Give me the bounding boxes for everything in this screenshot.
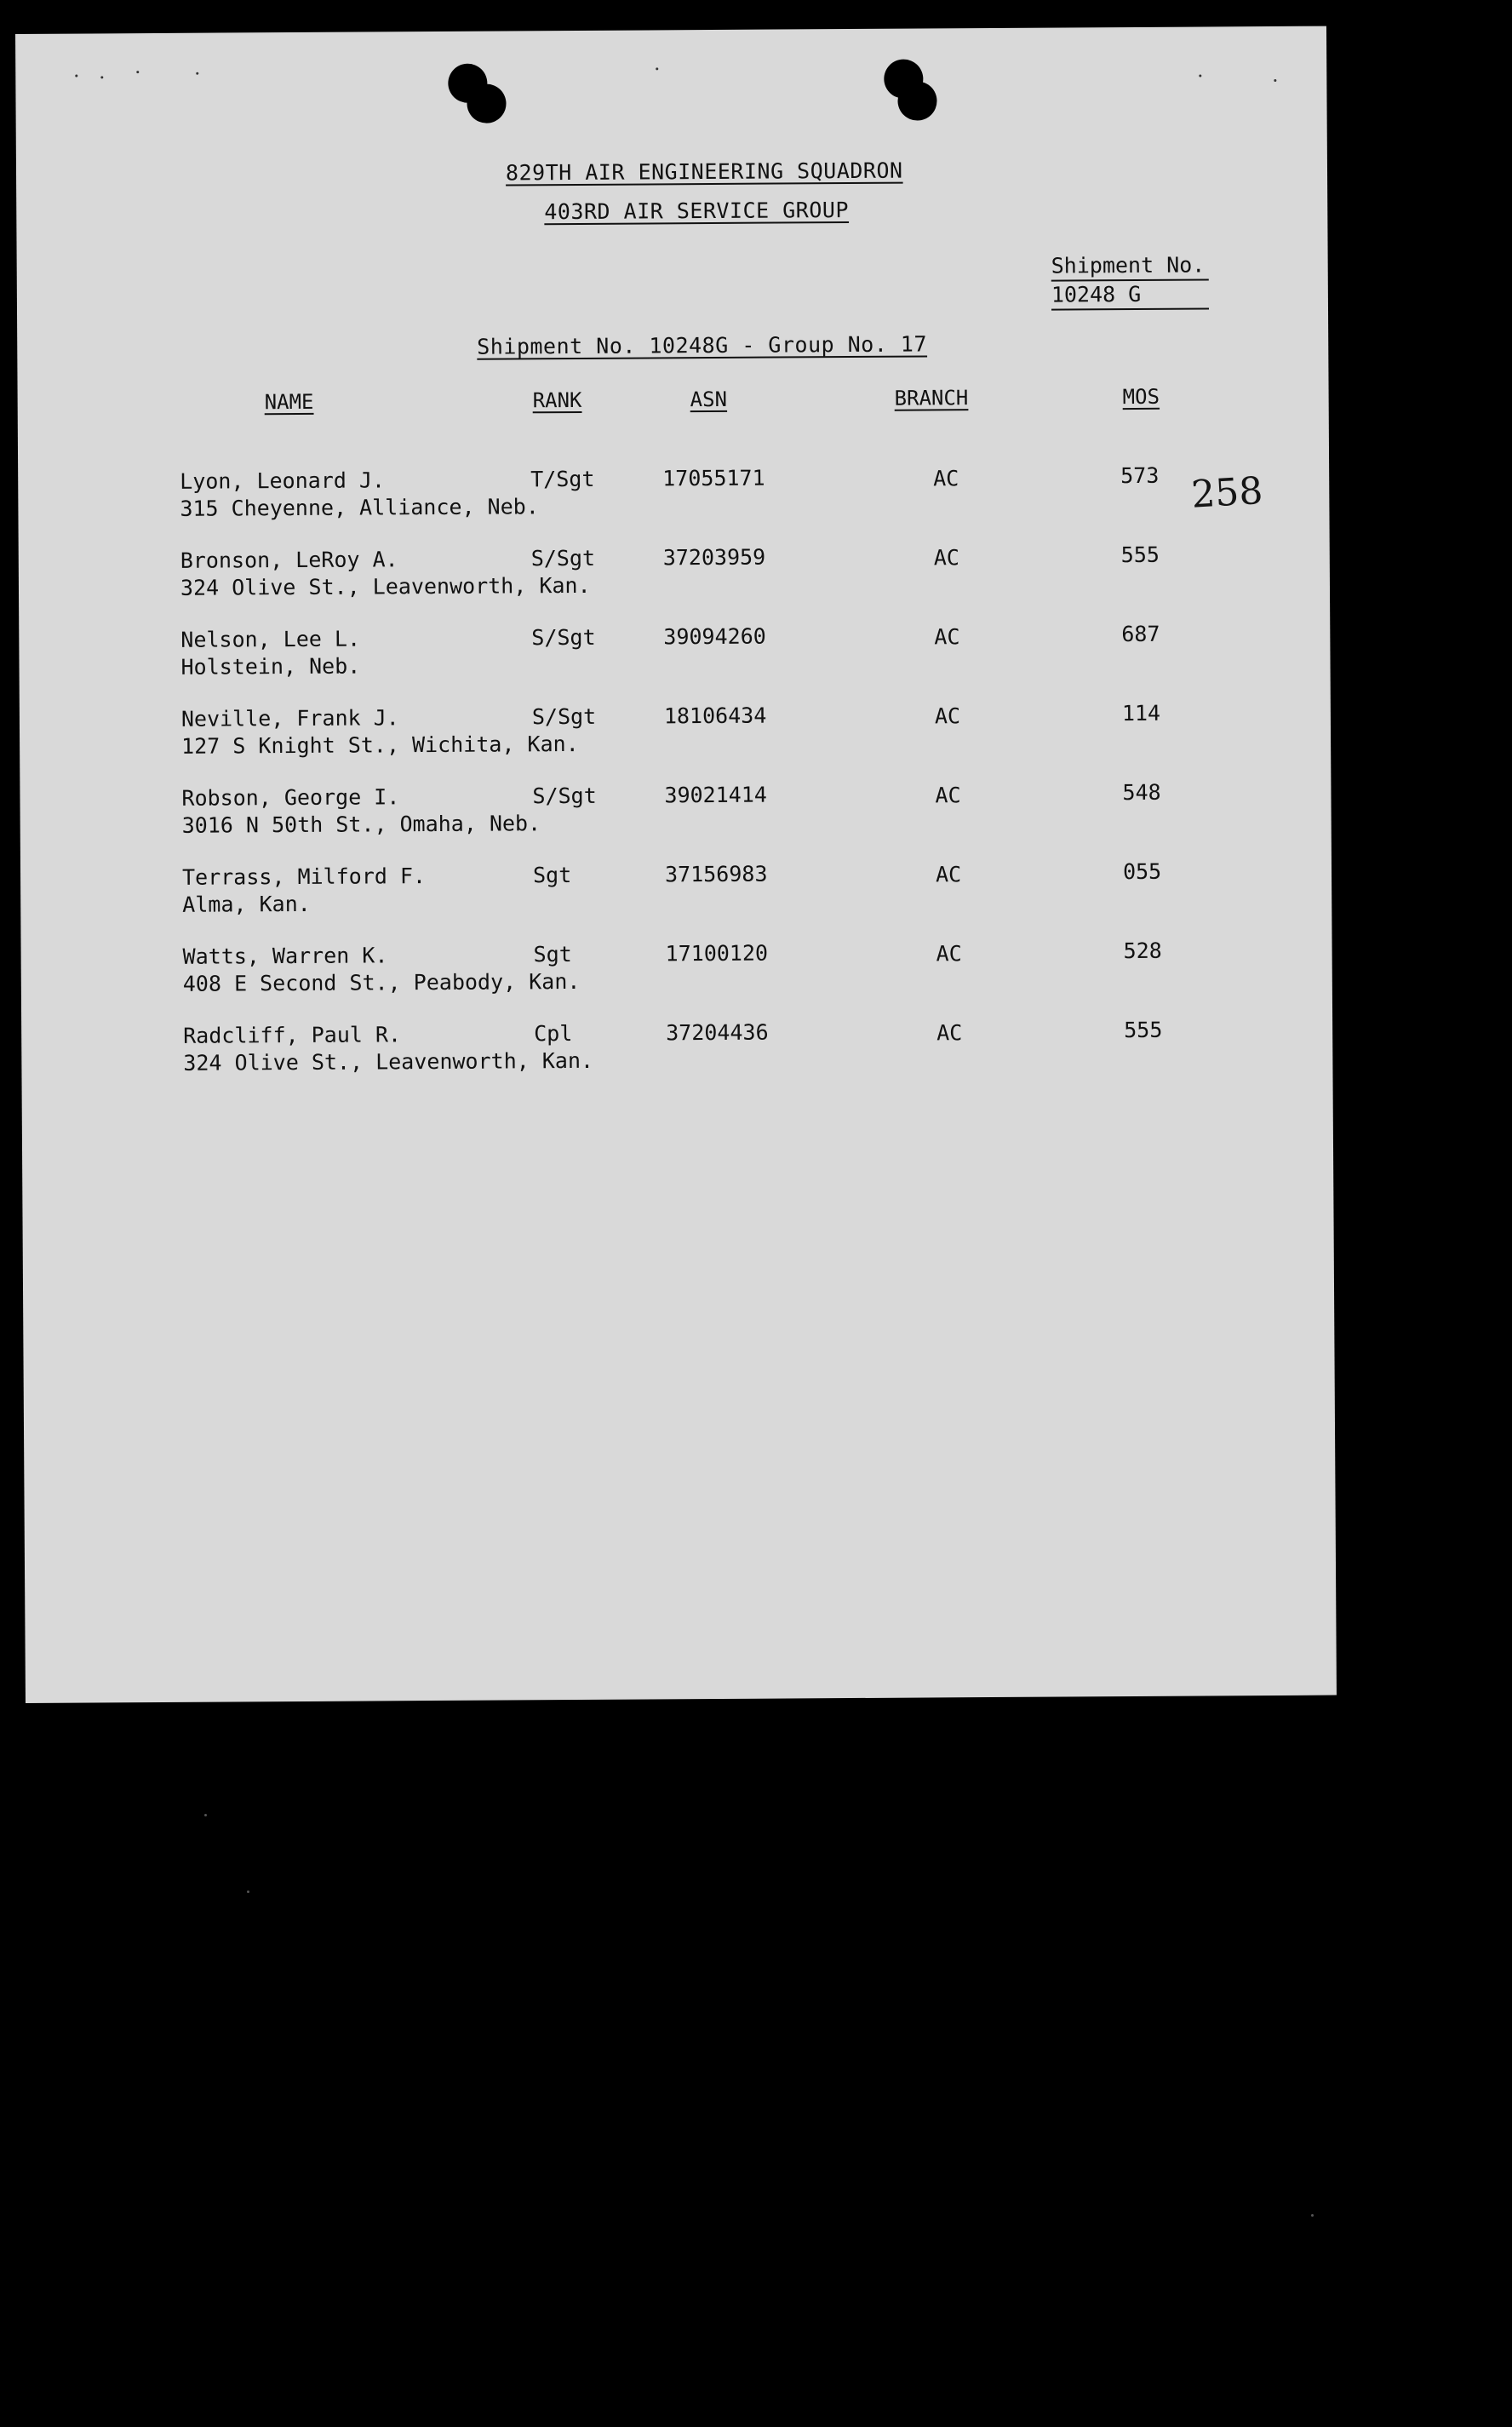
person-address: 408 E Second St., Peabody, Kan. xyxy=(182,968,581,996)
speck xyxy=(1311,2214,1314,2217)
speck xyxy=(656,67,658,70)
shipment-number-box xyxy=(1051,251,1210,310)
person-mos: 687 xyxy=(1121,621,1160,647)
person-address: Alma, Kan. xyxy=(182,891,311,917)
person-address: Holstein, Neb. xyxy=(180,653,361,680)
person-branch: AC xyxy=(934,703,961,729)
person-rank: S/Sgt xyxy=(530,545,596,571)
person-mos: 548 xyxy=(1122,779,1161,806)
person-asn: 39021414 xyxy=(664,782,767,808)
person-rank: Sgt xyxy=(532,863,572,888)
person-mos: 528 xyxy=(1123,938,1162,964)
person-name: Nelson, Lee L. xyxy=(180,626,361,652)
table-row xyxy=(19,542,1330,617)
person-mos: 055 xyxy=(1122,858,1162,885)
person-mos: 555 xyxy=(1120,542,1160,568)
person-name: Lyon, Leonard J. xyxy=(180,468,386,494)
speck xyxy=(75,75,77,77)
person-address: 324 Olive St., Leavenworth, Kan. xyxy=(183,1047,594,1076)
person-asn: 18106434 xyxy=(663,703,767,729)
person-asn: 39094260 xyxy=(663,623,766,650)
document-page xyxy=(15,26,1337,1703)
person-rank: S/Sgt xyxy=(531,703,597,730)
speck xyxy=(1199,74,1201,77)
speck xyxy=(136,71,139,73)
column-header-mos: MOS xyxy=(1122,384,1160,410)
person-asn: 37156983 xyxy=(664,861,768,887)
person-address: 315 Cheyenne, Alliance, Neb. xyxy=(180,494,539,521)
table-row xyxy=(20,700,1331,776)
group-heading: 403RD AIR SERVICE GROUP xyxy=(544,198,850,225)
person-branch: AC xyxy=(933,466,959,491)
person-branch: AC xyxy=(934,624,960,650)
person-address: 3016 N 50th St., Omaha, Neb. xyxy=(181,811,541,838)
person-name: Neville, Frank J. xyxy=(180,705,399,732)
person-asn: 37203959 xyxy=(662,544,766,571)
person-mos: 114 xyxy=(1121,700,1161,726)
person-branch: AC xyxy=(935,862,962,887)
speck xyxy=(1274,79,1276,82)
person-address: 127 S Knight St., Wichita, Kan. xyxy=(181,731,579,759)
shipment-number-label: Shipment No. xyxy=(1051,252,1206,278)
person-name: Bronson, LeRoy A. xyxy=(180,547,398,573)
table-row xyxy=(21,1017,1332,1093)
person-name: Radcliff, Paul R. xyxy=(183,1022,402,1048)
table-row xyxy=(20,779,1331,855)
page-number-stamp: 258 xyxy=(1189,468,1264,517)
person-branch: AC xyxy=(936,941,962,967)
table-row xyxy=(20,858,1332,934)
person-asn: 37204436 xyxy=(666,1019,769,1046)
person-branch: AC xyxy=(936,1020,963,1046)
table-row xyxy=(18,462,1329,538)
table-row xyxy=(19,621,1330,697)
column-header-name: NAME xyxy=(264,389,314,415)
person-rank: Sgt xyxy=(533,942,572,967)
person-branch: AC xyxy=(935,783,961,808)
column-header-asn: ASN xyxy=(690,387,728,412)
person-name: Robson, George I. xyxy=(181,784,400,811)
person-mos: 555 xyxy=(1124,1017,1163,1043)
speck xyxy=(100,76,103,78)
person-rank: Cpl xyxy=(534,1021,573,1047)
person-name: Terrass, Milford F. xyxy=(181,864,427,890)
person-branch: AC xyxy=(933,545,959,571)
speck xyxy=(196,72,198,75)
column-header-branch: BRANCH xyxy=(894,386,969,410)
speck xyxy=(247,1891,249,1893)
person-rank: S/Sgt xyxy=(531,624,596,651)
person-mos: 573 xyxy=(1120,462,1160,489)
person-asn: 17100120 xyxy=(665,940,769,967)
person-address: 324 Olive St., Leavenworth, Kan. xyxy=(180,572,591,600)
punch-hole-left-bottom xyxy=(467,83,506,123)
person-rank: S/Sgt xyxy=(532,783,597,809)
punch-hole-right-bottom xyxy=(897,81,936,120)
shipment-number-value: 10248 G xyxy=(1051,278,1210,310)
shipment-group-subtitle: Shipment No. 10248G - Group No. 17 xyxy=(477,331,928,359)
person-name: Watts, Warren K. xyxy=(182,943,388,969)
squadron-heading: 829TH AIR ENGINEERING SQUADRON xyxy=(505,158,903,186)
person-asn: 17055171 xyxy=(662,465,765,491)
person-rank: T/Sgt xyxy=(530,466,595,492)
table-row xyxy=(21,938,1332,1013)
column-header-rank: RANK xyxy=(532,387,582,413)
speck xyxy=(204,1814,207,1816)
